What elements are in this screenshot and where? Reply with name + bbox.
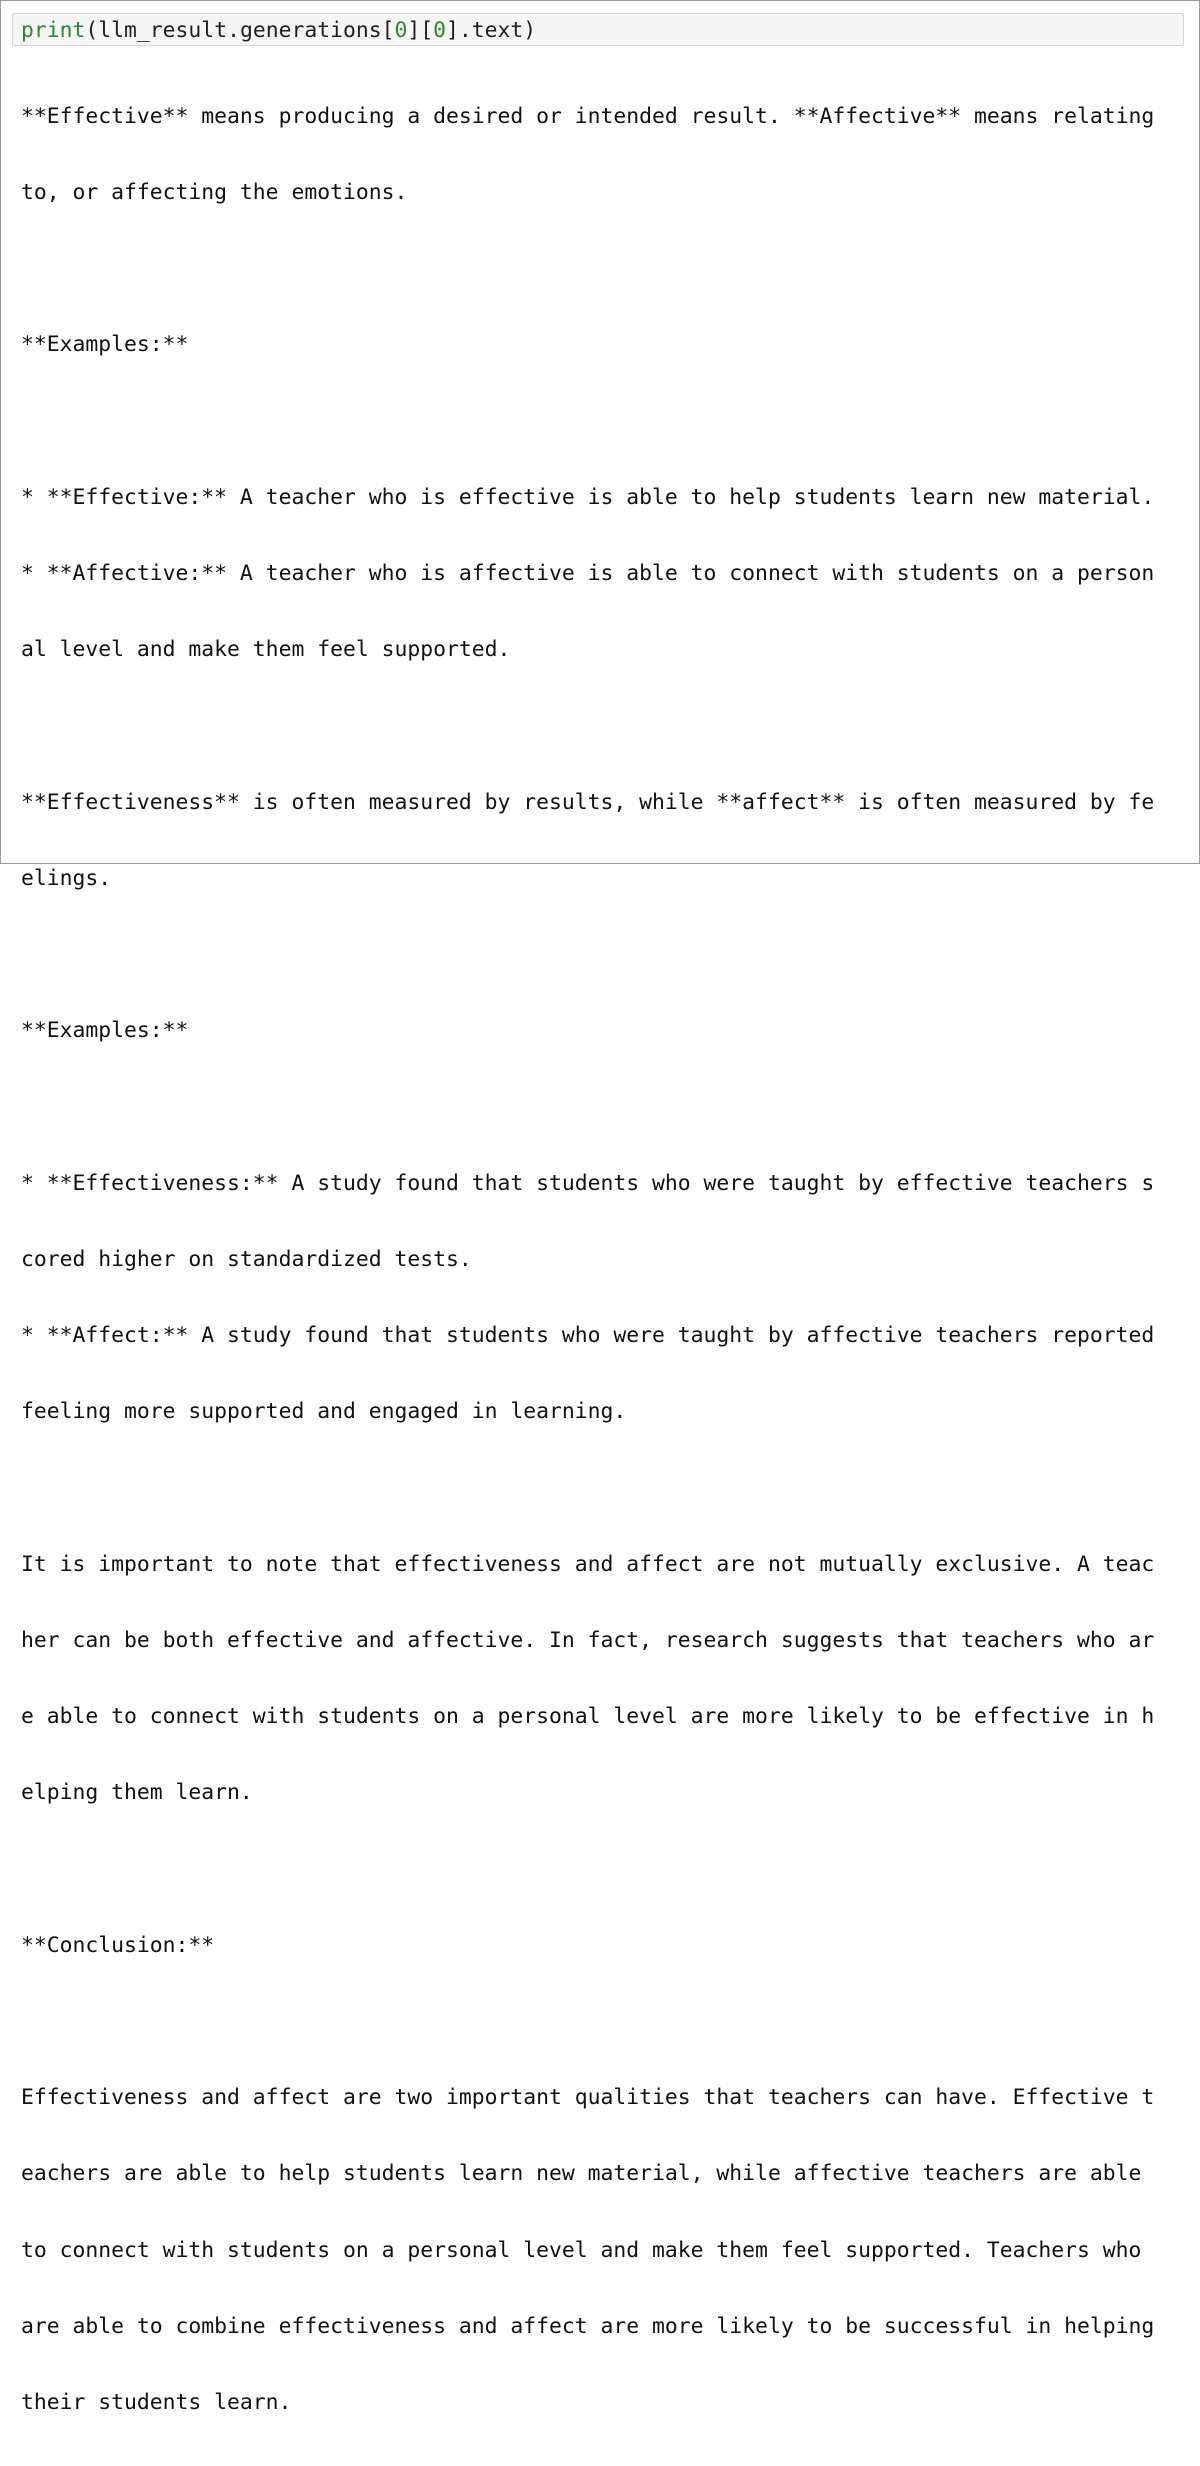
index-literal-1: 0	[394, 18, 408, 43]
output-line: al level and make them feel supported.	[21, 637, 511, 663]
output-line	[21, 942, 1154, 967]
output-line: eachers are able to help students learn new material, while affective teachers are able	[21, 2161, 1142, 2187]
output-line: * **Affective:** A teacher who is affective is able to connect with students on a person	[21, 561, 1155, 587]
output-line: feeling more supported and engaged in learning.	[21, 1399, 627, 1425]
output-line: * **Effectiveness:** A study found that students who were taught by effective teachers s	[21, 1170, 1155, 1196]
output-line: her can be both effective and affective. In fact, research suggests that teachers who ar	[21, 1627, 1155, 1653]
output-line: elping them learn.	[21, 1780, 253, 1806]
output-line	[21, 1856, 1154, 1881]
output-line: cored higher on standardized tests.	[21, 1246, 472, 1272]
cell-output	[21, 53, 1154, 2466]
output-line	[21, 1475, 1154, 1500]
output-line: e able to connect with students on a personal level are more likely to be effective in h	[21, 1704, 1155, 1730]
output-line: * **Affect:** A study found that students who were taught by affective teachers reported	[21, 1323, 1155, 1349]
output-line	[21, 2009, 1154, 2034]
output-line: **Examples:**	[21, 332, 189, 358]
output-line: **Examples:**	[21, 1018, 189, 1044]
output-line: **Conclusion:**	[21, 1932, 215, 1958]
output-line	[21, 409, 1154, 434]
output-line	[21, 1094, 1154, 1119]
output-line: to, or affecting the emotions.	[21, 180, 408, 206]
output-line: elings.	[21, 865, 112, 891]
output-line: It is important to note that effectiveness and affect are not mutually exclusive. A teac	[21, 1551, 1155, 1577]
output-line: to connect with students on a personal level and make them feel supported. Teachers who	[21, 2237, 1142, 2263]
code-tail: ].text)	[446, 18, 537, 43]
code-args: (llm_result.generations[	[85, 18, 395, 43]
code-input-cell[interactable]	[12, 13, 1184, 46]
output-line: **Effectiveness** is often measured by results, while **affect** is often measured by fe	[21, 789, 1155, 815]
print-keyword: print	[21, 18, 86, 43]
code-bracket: ][	[407, 18, 434, 43]
output-line	[21, 713, 1154, 738]
output-line: Effectiveness and affect are two important qualities that teachers can have. Effective t	[21, 2085, 1155, 2111]
output-line: their students learn.	[21, 2389, 292, 2415]
output-line: **Effective** means producing a desired or intended result. **Affective** means relating	[21, 103, 1155, 129]
output-line	[21, 256, 1154, 281]
output-line: * **Effective:** A teacher who is effective is able to help students learn new material.	[21, 484, 1155, 510]
output-line: are able to combine effectiveness and affect are more likely to be successful in helping	[21, 2313, 1155, 2339]
index-literal-2: 0	[433, 18, 447, 43]
